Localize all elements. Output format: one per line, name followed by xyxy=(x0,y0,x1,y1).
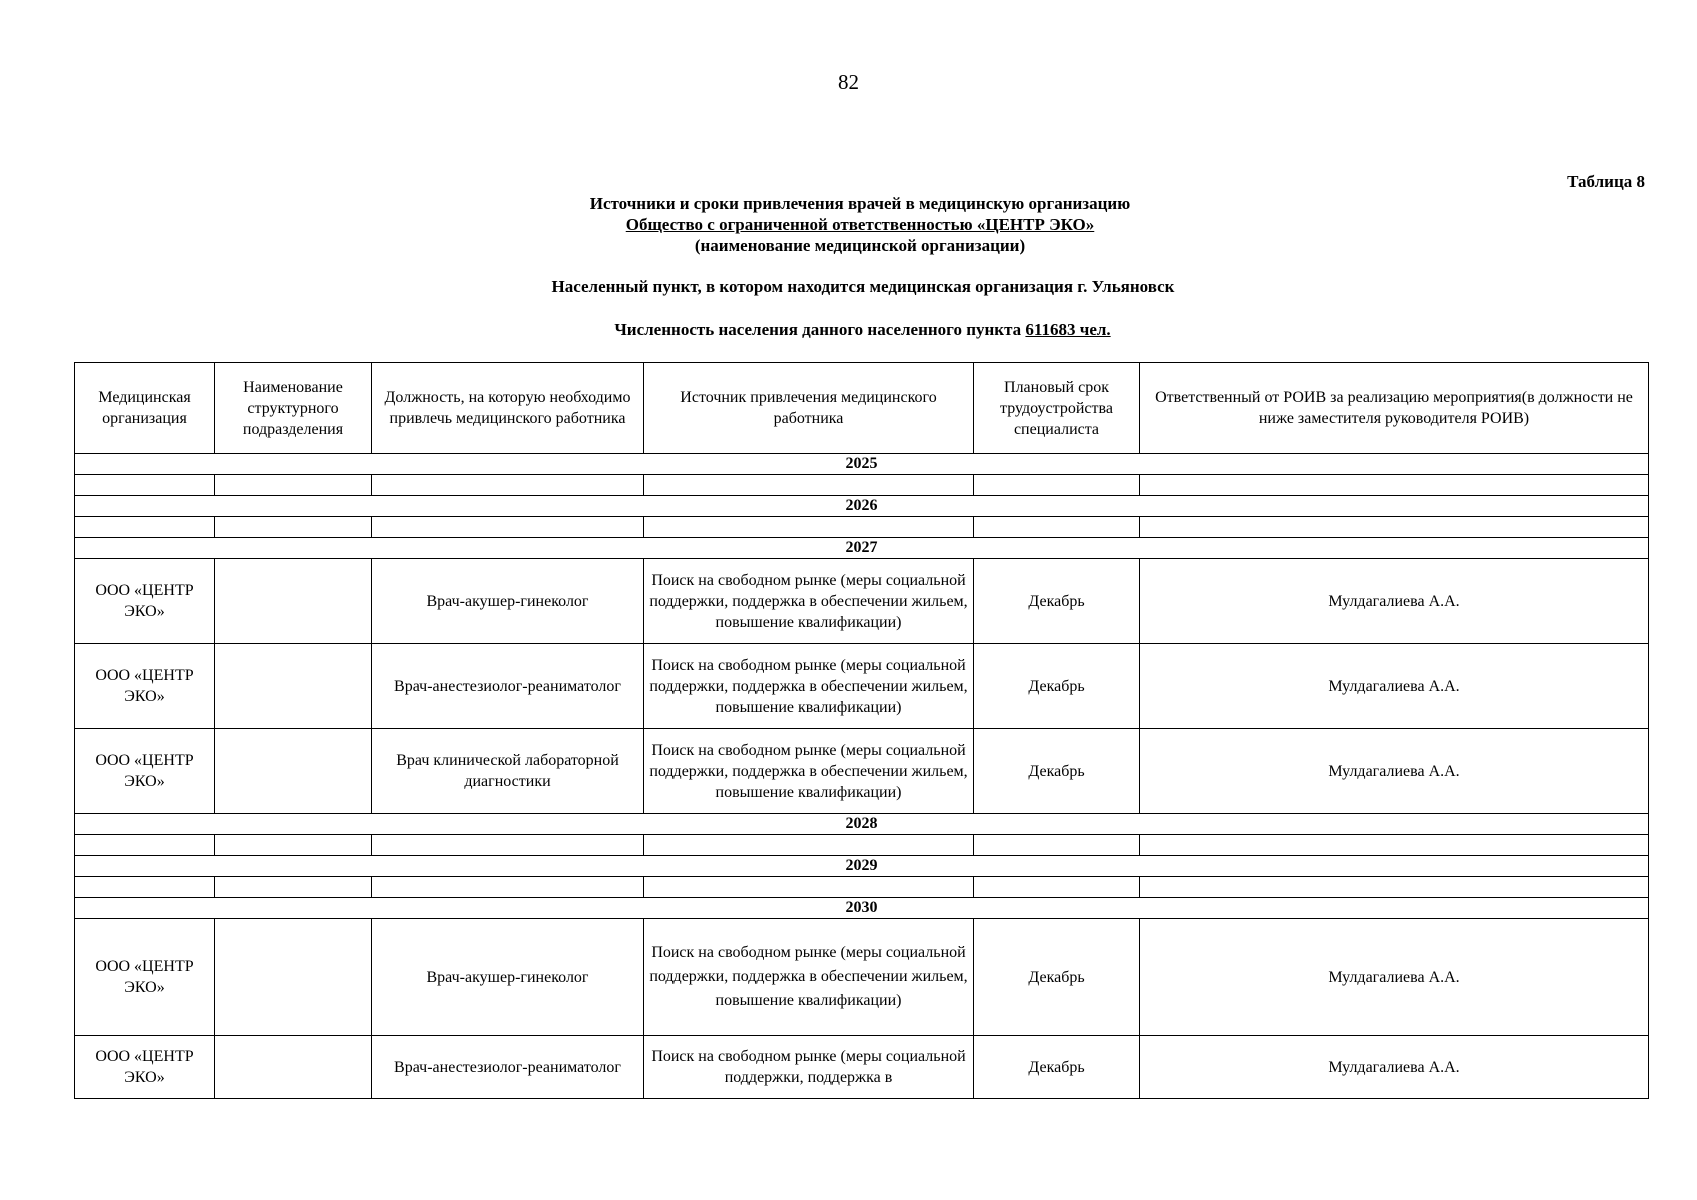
year-row xyxy=(75,814,1649,835)
header-cell: Наименование структурного подразделения xyxy=(215,363,372,454)
position-cell: Врач-анестезиолог-реаниматолог xyxy=(372,644,644,729)
org-cell: ООО «ЦЕНТР ЭКО» xyxy=(75,919,215,1036)
responsible-cell: Мулдагалиева А.А. xyxy=(1140,559,1649,644)
year-cell: 2028 xyxy=(75,814,1649,835)
position-cell: Врач-анестезиолог-реаниматолог xyxy=(372,1036,644,1099)
org-cell: ООО «ЦЕНТР ЭКО» xyxy=(75,729,215,814)
unit-cell xyxy=(215,559,372,644)
table-row xyxy=(75,559,1649,644)
year-cell: 2030 xyxy=(75,898,1649,919)
table-row xyxy=(75,729,1649,814)
unit-cell xyxy=(215,919,372,1036)
source-cell: Поиск на свободном рынке (меры социальной поддержки, поддержка в xyxy=(644,1036,974,1099)
header-cell: Источник привлечения медицинского работника xyxy=(644,363,974,454)
source-cell: Поиск на свободном рынке (меры социальной поддержки, поддержка в обеспечении жильем, повышение квалификации) xyxy=(644,559,974,644)
header-cell: Ответственный от РОИВ за реализацию мероприятия(в должности не ниже заместителя руководителя РОИВ) xyxy=(1140,363,1649,454)
responsible-cell: Мулдагалиева А.А. xyxy=(1140,919,1649,1036)
year-cell: 2026 xyxy=(75,496,1649,517)
year-row xyxy=(75,538,1649,559)
source-cell: Поиск на свободном рынке (меры социальной поддержки, поддержка в обеспечении жильем, повышение квалификации) xyxy=(644,729,974,814)
organization-name: Общество с ограниченной ответственностью «ЦЕНТР ЭКО» xyxy=(625,215,1095,234)
term-cell: Декабрь xyxy=(974,1036,1140,1099)
year-cell: 2025 xyxy=(75,454,1649,475)
position-cell: Врач клинической лабораторной диагностики xyxy=(372,729,644,814)
responsible-cell: Мулдагалиева А.А. xyxy=(1140,644,1649,729)
unit-cell xyxy=(215,729,372,814)
empty-row xyxy=(75,877,1649,898)
page-number: 82 xyxy=(838,70,859,94)
position-cell: Врач-акушер-гинеколог xyxy=(372,559,644,644)
table-row xyxy=(75,1036,1649,1099)
population-label: Численность населения данного населенного пункта xyxy=(614,320,1022,339)
empty-row xyxy=(75,835,1649,856)
header-cell: Плановый срок трудоустройства специалиста xyxy=(974,363,1140,454)
term-cell: Декабрь xyxy=(974,919,1140,1036)
header-cell: Должность, на которую необходимо привлечь медицинского работника xyxy=(372,363,644,454)
year-row xyxy=(75,856,1649,877)
term-cell: Декабрь xyxy=(974,644,1140,729)
title-block xyxy=(0,193,1697,256)
term-cell: Декабрь xyxy=(974,729,1140,814)
year-cell: 2027 xyxy=(75,538,1649,559)
source-cell: Поиск на свободном рынке (меры социальной поддержки, поддержка в обеспечении жильем, повышение квалификации) xyxy=(644,919,974,1036)
year-row xyxy=(75,454,1649,475)
population-value: 611683 чел. xyxy=(1025,320,1111,339)
position-cell: Врач-акушер-гинеколог xyxy=(372,919,644,1036)
org-cell: ООО «ЦЕНТР ЭКО» xyxy=(75,1036,215,1099)
year-row xyxy=(75,496,1649,517)
header-row xyxy=(75,363,1649,454)
population-line xyxy=(0,320,1697,340)
recruitment-table xyxy=(74,362,1649,1099)
responsible-cell: Мулдагалиева А.А. xyxy=(1140,729,1649,814)
table-label: Таблица 8 xyxy=(1567,172,1645,191)
table-row xyxy=(75,644,1649,729)
organization-caption: (наименование медицинской организации) xyxy=(694,236,1026,255)
unit-cell xyxy=(215,644,372,729)
org-cell: ООО «ЦЕНТР ЭКО» xyxy=(75,559,215,644)
empty-row xyxy=(75,517,1649,538)
year-row xyxy=(75,898,1649,919)
year-cell: 2029 xyxy=(75,856,1649,877)
header-cell: Медицинская организация xyxy=(75,363,215,454)
document-title: Источники и сроки привлечения врачей в медицинскую организацию xyxy=(589,194,1131,213)
unit-cell xyxy=(215,1036,372,1099)
term-cell: Декабрь xyxy=(974,559,1140,644)
locality-line: Населенный пункт, в котором находится медицинская организация г. Ульяновск xyxy=(551,277,1175,296)
empty-row xyxy=(75,475,1649,496)
org-cell: ООО «ЦЕНТР ЭКО» xyxy=(75,644,215,729)
table-row xyxy=(75,919,1649,1036)
source-cell: Поиск на свободном рынке (меры социальной поддержки, поддержка в обеспечении жильем, повышение квалификации) xyxy=(644,644,974,729)
responsible-cell: Мулдагалиева А.А. xyxy=(1140,1036,1649,1099)
